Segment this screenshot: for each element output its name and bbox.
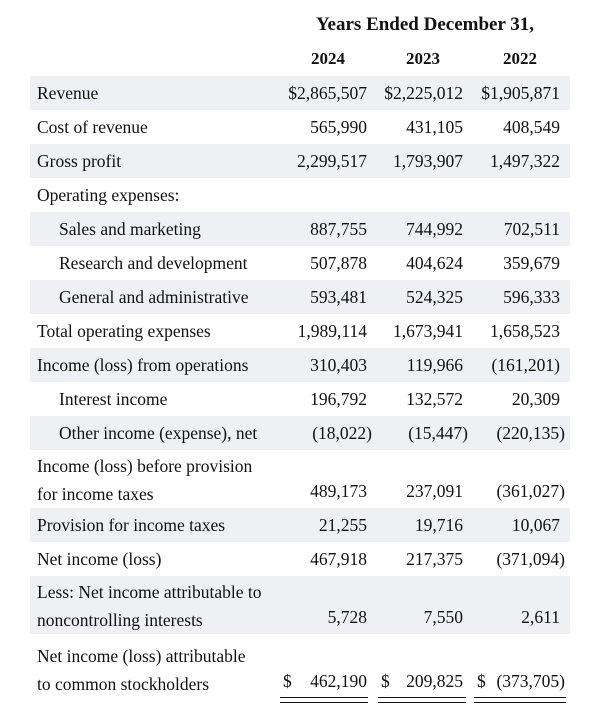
value-2022: 2,611 (521, 607, 560, 627)
row-net-income (30, 542, 570, 576)
value-2024: 196,792 (310, 389, 367, 409)
row-income-before-taxes (30, 450, 570, 508)
value-2023: 237,091 (406, 481, 463, 501)
double-underline-2022 (474, 697, 566, 703)
row-label: Operating expenses: (37, 185, 180, 205)
value-2024: 1,989,114 (297, 321, 367, 341)
row-label: Gross profit (37, 151, 122, 171)
row-general-and-administrative (30, 280, 570, 314)
row-label-line-1: Net income (loss) attributable (37, 646, 246, 666)
row-label: Revenue (37, 83, 99, 103)
currency-symbol-2024: $ (283, 671, 292, 691)
row-sales-and-marketing (30, 212, 570, 246)
value-2022: $1,905,871 (481, 83, 560, 103)
row-gross-profit (30, 144, 570, 178)
value-2022: 10,067 (511, 515, 560, 535)
value-2024: 593,481 (310, 287, 367, 307)
row-label: Research and development (59, 253, 248, 273)
currency-symbol-2022: $ (477, 671, 486, 691)
row-label-line-2: to common stockholders (37, 674, 210, 694)
row-label-line-1: Less: Net income attributable to (37, 582, 262, 602)
value-2022: 596,333 (503, 287, 560, 307)
row-label: Net income (loss) (37, 549, 162, 569)
row-label: Total operating expenses (37, 321, 211, 341)
value-2023: 1,673,941 (393, 321, 463, 341)
value-2022: 1,497,322 (490, 151, 560, 171)
row-cost-of-revenue (30, 110, 570, 144)
period-title: Years Ended December 31, (315, 14, 535, 35)
value-2023: (15,447) (408, 423, 468, 443)
year-header-2023: 2023 (406, 49, 440, 68)
value-2023: 132,572 (406, 389, 463, 409)
value-2024: 462,190 (310, 671, 367, 691)
value-2023: 744,992 (406, 219, 463, 239)
value-2022: 1,658,523 (490, 321, 560, 341)
value-2023: 7,550 (423, 607, 463, 627)
value-2024: 507,878 (310, 253, 367, 273)
value-2023: 431,105 (406, 117, 463, 137)
row-total-operating-expenses (30, 314, 570, 348)
value-2024: (18,022) (312, 423, 372, 443)
value-2024: 5,728 (327, 607, 367, 627)
value-2022: (161,201) (491, 355, 560, 375)
value-2024: 21,255 (318, 515, 367, 535)
row-label: General and administrative (59, 287, 249, 307)
value-2022: (220,135) (496, 423, 565, 443)
row-revenue (30, 76, 570, 110)
value-2023: 217,375 (406, 549, 463, 569)
row-other-income-expense (30, 416, 570, 450)
value-2024: 565,990 (310, 117, 367, 137)
value-2023: 404,624 (406, 253, 463, 273)
double-underline-2023 (378, 697, 466, 703)
value-2023: $2,225,012 (384, 83, 463, 103)
value-2022: 408,549 (503, 117, 560, 137)
row-label (37, 578, 262, 634)
row-label: Provision for income taxes (37, 515, 226, 535)
row-net-income-to-common-stockholders (30, 640, 570, 698)
currency-symbol-2023: $ (381, 671, 390, 691)
row-label: Interest income (59, 389, 168, 409)
row-label: Cost of revenue (37, 117, 148, 137)
value-2022: 359,679 (503, 253, 560, 273)
row-label-line-2: for income taxes (37, 484, 154, 504)
value-2022: (373,705) (496, 671, 565, 691)
row-label: Sales and marketing (59, 219, 201, 239)
value-2023: 209,825 (406, 671, 463, 691)
row-income-from-operations (30, 348, 570, 382)
year-header-2024: 2024 (311, 49, 345, 68)
value-2024: 2,299,517 (297, 151, 367, 171)
row-label: Income (loss) from operations (37, 355, 249, 375)
value-2024: 467,918 (310, 549, 367, 569)
value-2022: 20,309 (511, 389, 560, 409)
value-2023: 119,966 (406, 355, 463, 375)
value-2023: 524,325 (406, 287, 463, 307)
value-2022: (361,027) (496, 481, 565, 501)
value-2024: $2,865,507 (288, 83, 367, 103)
value-2024: 887,755 (310, 219, 367, 239)
row-label (37, 452, 252, 508)
year-header-2022: 2022 (503, 49, 537, 68)
value-2024: 310,403 (310, 355, 367, 375)
value-2022: 702,511 (503, 219, 560, 239)
row-noncontrolling-interests (30, 576, 570, 634)
value-2022: (371,094) (496, 549, 565, 569)
row-label: Other income (expense), net (59, 423, 258, 443)
row-provision-for-income-taxes (30, 508, 570, 542)
row-operating-expenses-heading (30, 178, 570, 212)
double-underline-2024 (280, 697, 368, 703)
row-label-line-1: Income (loss) before provision (37, 456, 253, 476)
row-research-and-development (30, 246, 570, 280)
row-label-line-2: noncontrolling interests (37, 610, 203, 630)
row-label (37, 642, 245, 698)
row-interest-income (30, 382, 570, 416)
value-2024: 489,173 (310, 481, 367, 501)
value-2023: 1,793,907 (393, 151, 463, 171)
value-2023: 19,716 (414, 515, 463, 535)
